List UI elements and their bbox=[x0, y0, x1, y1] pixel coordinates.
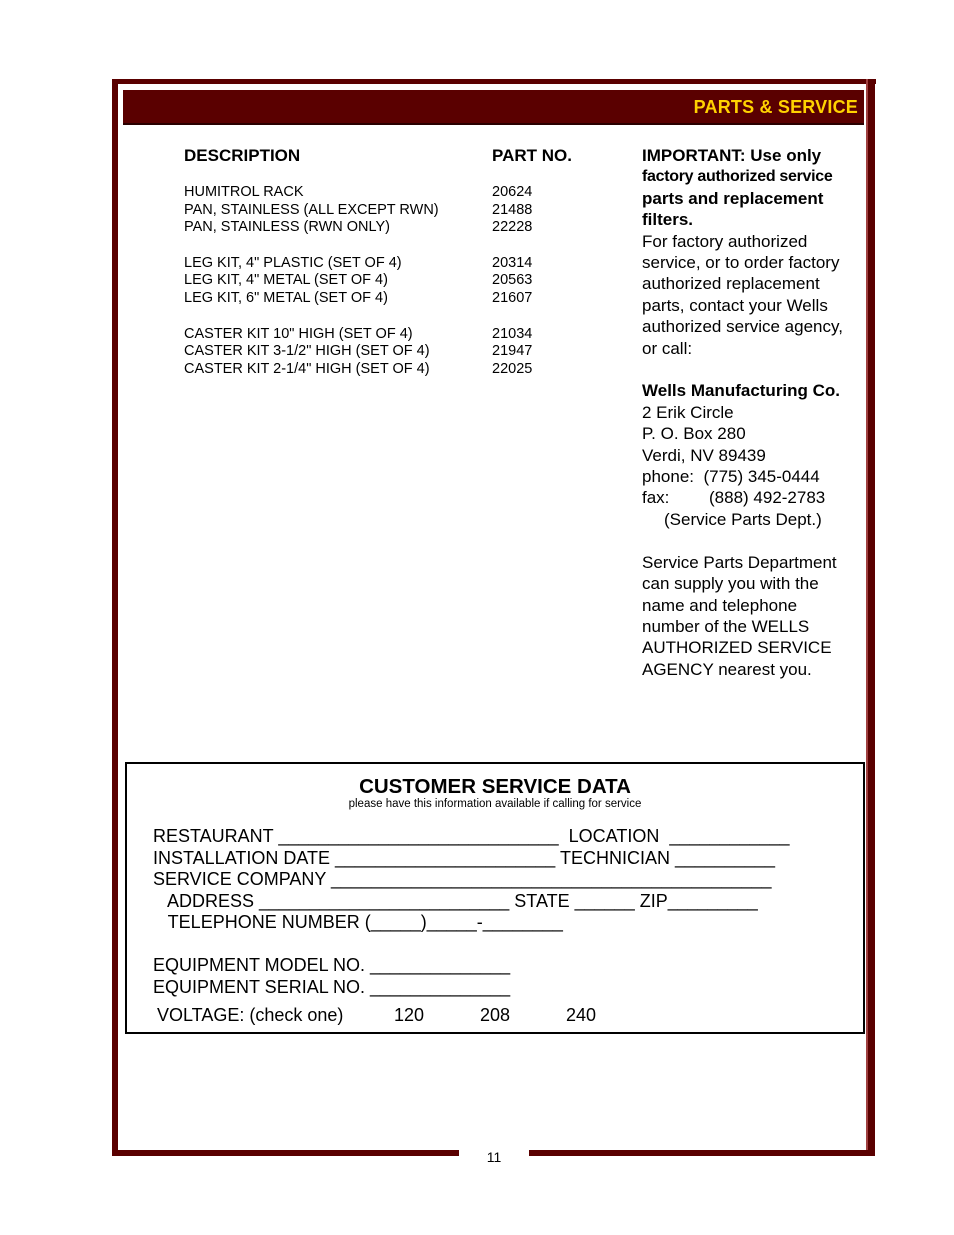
fax-line bbox=[642, 487, 864, 508]
section-header-bar bbox=[123, 90, 864, 125]
parts-group-leg-kits bbox=[184, 255, 604, 308]
part-row bbox=[184, 255, 604, 273]
service-note-line: AGENCY nearest you. bbox=[642, 659, 812, 679]
installation-technician-field: INSTALLATION DATE ______________________ TECHNICIAN __________ bbox=[153, 848, 776, 868]
part-description: LEG KIT, 4" METAL (SET OF 4) bbox=[184, 272, 388, 289]
part-row bbox=[184, 361, 604, 379]
instructions-line: authorized replacement bbox=[642, 274, 820, 294]
important-text: parts and replacement bbox=[642, 188, 824, 208]
fax-label: fax: bbox=[642, 488, 670, 508]
part-number: 20563 bbox=[492, 272, 533, 289]
po-box: P. O. Box 280 bbox=[642, 424, 746, 444]
part-row bbox=[184, 219, 604, 237]
part-row bbox=[184, 272, 604, 290]
customer-service-subtitle: please have this information available if calling for service bbox=[348, 798, 642, 810]
voltage-label: VOLTAGE: (check one) bbox=[157, 1005, 344, 1025]
restaurant-location-field: RESTAURANT ____________________________ LOCATION ____________ bbox=[153, 826, 790, 846]
part-row bbox=[184, 184, 604, 202]
phone-line bbox=[642, 466, 864, 487]
part-row bbox=[184, 290, 604, 308]
instructions-line: For factory authorized bbox=[642, 231, 808, 251]
phone-label: phone: bbox=[642, 467, 694, 487]
customer-service-title: CUSTOMER SERVICE DATA bbox=[359, 775, 631, 798]
customer-service-data-box bbox=[125, 762, 865, 1034]
telephone-number-field: TELEPHONE NUMBER (_____)_____-________ bbox=[153, 912, 563, 932]
service-notice bbox=[642, 145, 864, 680]
part-number: 22025 bbox=[492, 360, 533, 377]
voltage-option-120: 120 bbox=[394, 1005, 425, 1025]
important-text: filters. bbox=[642, 210, 694, 230]
instructions-line: authorized service agency, bbox=[642, 317, 843, 337]
part-number: 21607 bbox=[492, 290, 533, 307]
address-state-zip-field: ADDRESS _________________________ STATE ______ ZIP_________ bbox=[153, 891, 758, 911]
section-title: PARTS & SERVICE bbox=[693, 97, 858, 117]
part-row bbox=[184, 202, 604, 220]
description-column-heading: DESCRIPTION bbox=[184, 146, 301, 165]
part-description: PAN, STAINLESS (ALL EXCEPT RWN) bbox=[184, 201, 439, 218]
part-description: PAN, STAINLESS (RWN ONLY) bbox=[184, 219, 390, 236]
street-address: 2 Erik Circle bbox=[642, 402, 734, 422]
part-description: LEG KIT, 6" METAL (SET OF 4) bbox=[184, 290, 388, 307]
city-state-zip: Verdi, NV 89439 bbox=[642, 445, 766, 465]
voltage-option-240: 240 bbox=[566, 1005, 597, 1025]
service-note-line: can supply you with the bbox=[642, 574, 819, 594]
part-row bbox=[184, 326, 604, 344]
part-number: 21034 bbox=[492, 325, 533, 342]
service-company-field: SERVICE COMPANY ____________________________________________ bbox=[153, 869, 772, 889]
part-number: 20314 bbox=[492, 254, 533, 271]
part-number: 21488 bbox=[492, 201, 533, 218]
equipment-serial-field: EQUIPMENT SERIAL NO. ______________ bbox=[153, 977, 511, 997]
department-name: (Service Parts Dept.) bbox=[664, 509, 822, 529]
page-frame-right bbox=[868, 79, 875, 1156]
part-number: 21947 bbox=[492, 343, 533, 360]
parts-group-racks-pans bbox=[184, 184, 604, 237]
service-note-line: Service Parts Department bbox=[642, 552, 837, 572]
part-description: CASTER KIT 3-1/2" HIGH (SET OF 4) bbox=[184, 343, 430, 360]
phone-number: (775) 345-0444 bbox=[703, 467, 820, 487]
instructions-line: service, or to order factory bbox=[642, 253, 840, 273]
voltage-option-208: 208 bbox=[480, 1005, 511, 1025]
parts-list bbox=[184, 184, 604, 396]
page-frame-left bbox=[112, 79, 118, 1156]
important-heading: IMPORTANT: Use only bbox=[642, 146, 822, 165]
part-description: CASTER KIT 10" HIGH (SET OF 4) bbox=[184, 325, 413, 342]
part-row bbox=[184, 343, 604, 361]
equipment-model-field: EQUIPMENT MODEL NO. ______________ bbox=[153, 955, 511, 975]
instructions-line: parts, contact your Wells bbox=[642, 295, 828, 315]
part-description: CASTER KIT 2-1/4" HIGH (SET OF 4) bbox=[184, 360, 430, 377]
fax-number: (888) 492-2783 bbox=[709, 488, 826, 508]
service-note-line: name and telephone bbox=[642, 595, 798, 615]
service-note-line: number of the WELLS bbox=[642, 616, 810, 636]
part-number: 22228 bbox=[492, 219, 533, 236]
instructions-line: or call: bbox=[642, 338, 693, 358]
page-frame-top bbox=[112, 79, 876, 84]
service-note-line: AUTHORIZED SERVICE bbox=[642, 638, 832, 658]
part-number: 20624 bbox=[492, 184, 533, 200]
page-frame-inner bbox=[866, 79, 868, 1156]
page-frame-bottom-left bbox=[112, 1150, 459, 1156]
company-name: Wells Manufacturing Co. bbox=[642, 381, 841, 401]
important-text: factory authorized service bbox=[642, 168, 833, 186]
part-no-column-heading: PART NO. bbox=[492, 146, 572, 165]
page-number: 11 bbox=[486, 1149, 502, 1165]
page-frame-bottom-right bbox=[529, 1150, 875, 1156]
part-description: HUMITROL RACK bbox=[184, 184, 304, 200]
part-description: LEG KIT, 4" PLASTIC (SET OF 4) bbox=[184, 254, 402, 271]
parts-group-caster-kits bbox=[184, 326, 604, 379]
